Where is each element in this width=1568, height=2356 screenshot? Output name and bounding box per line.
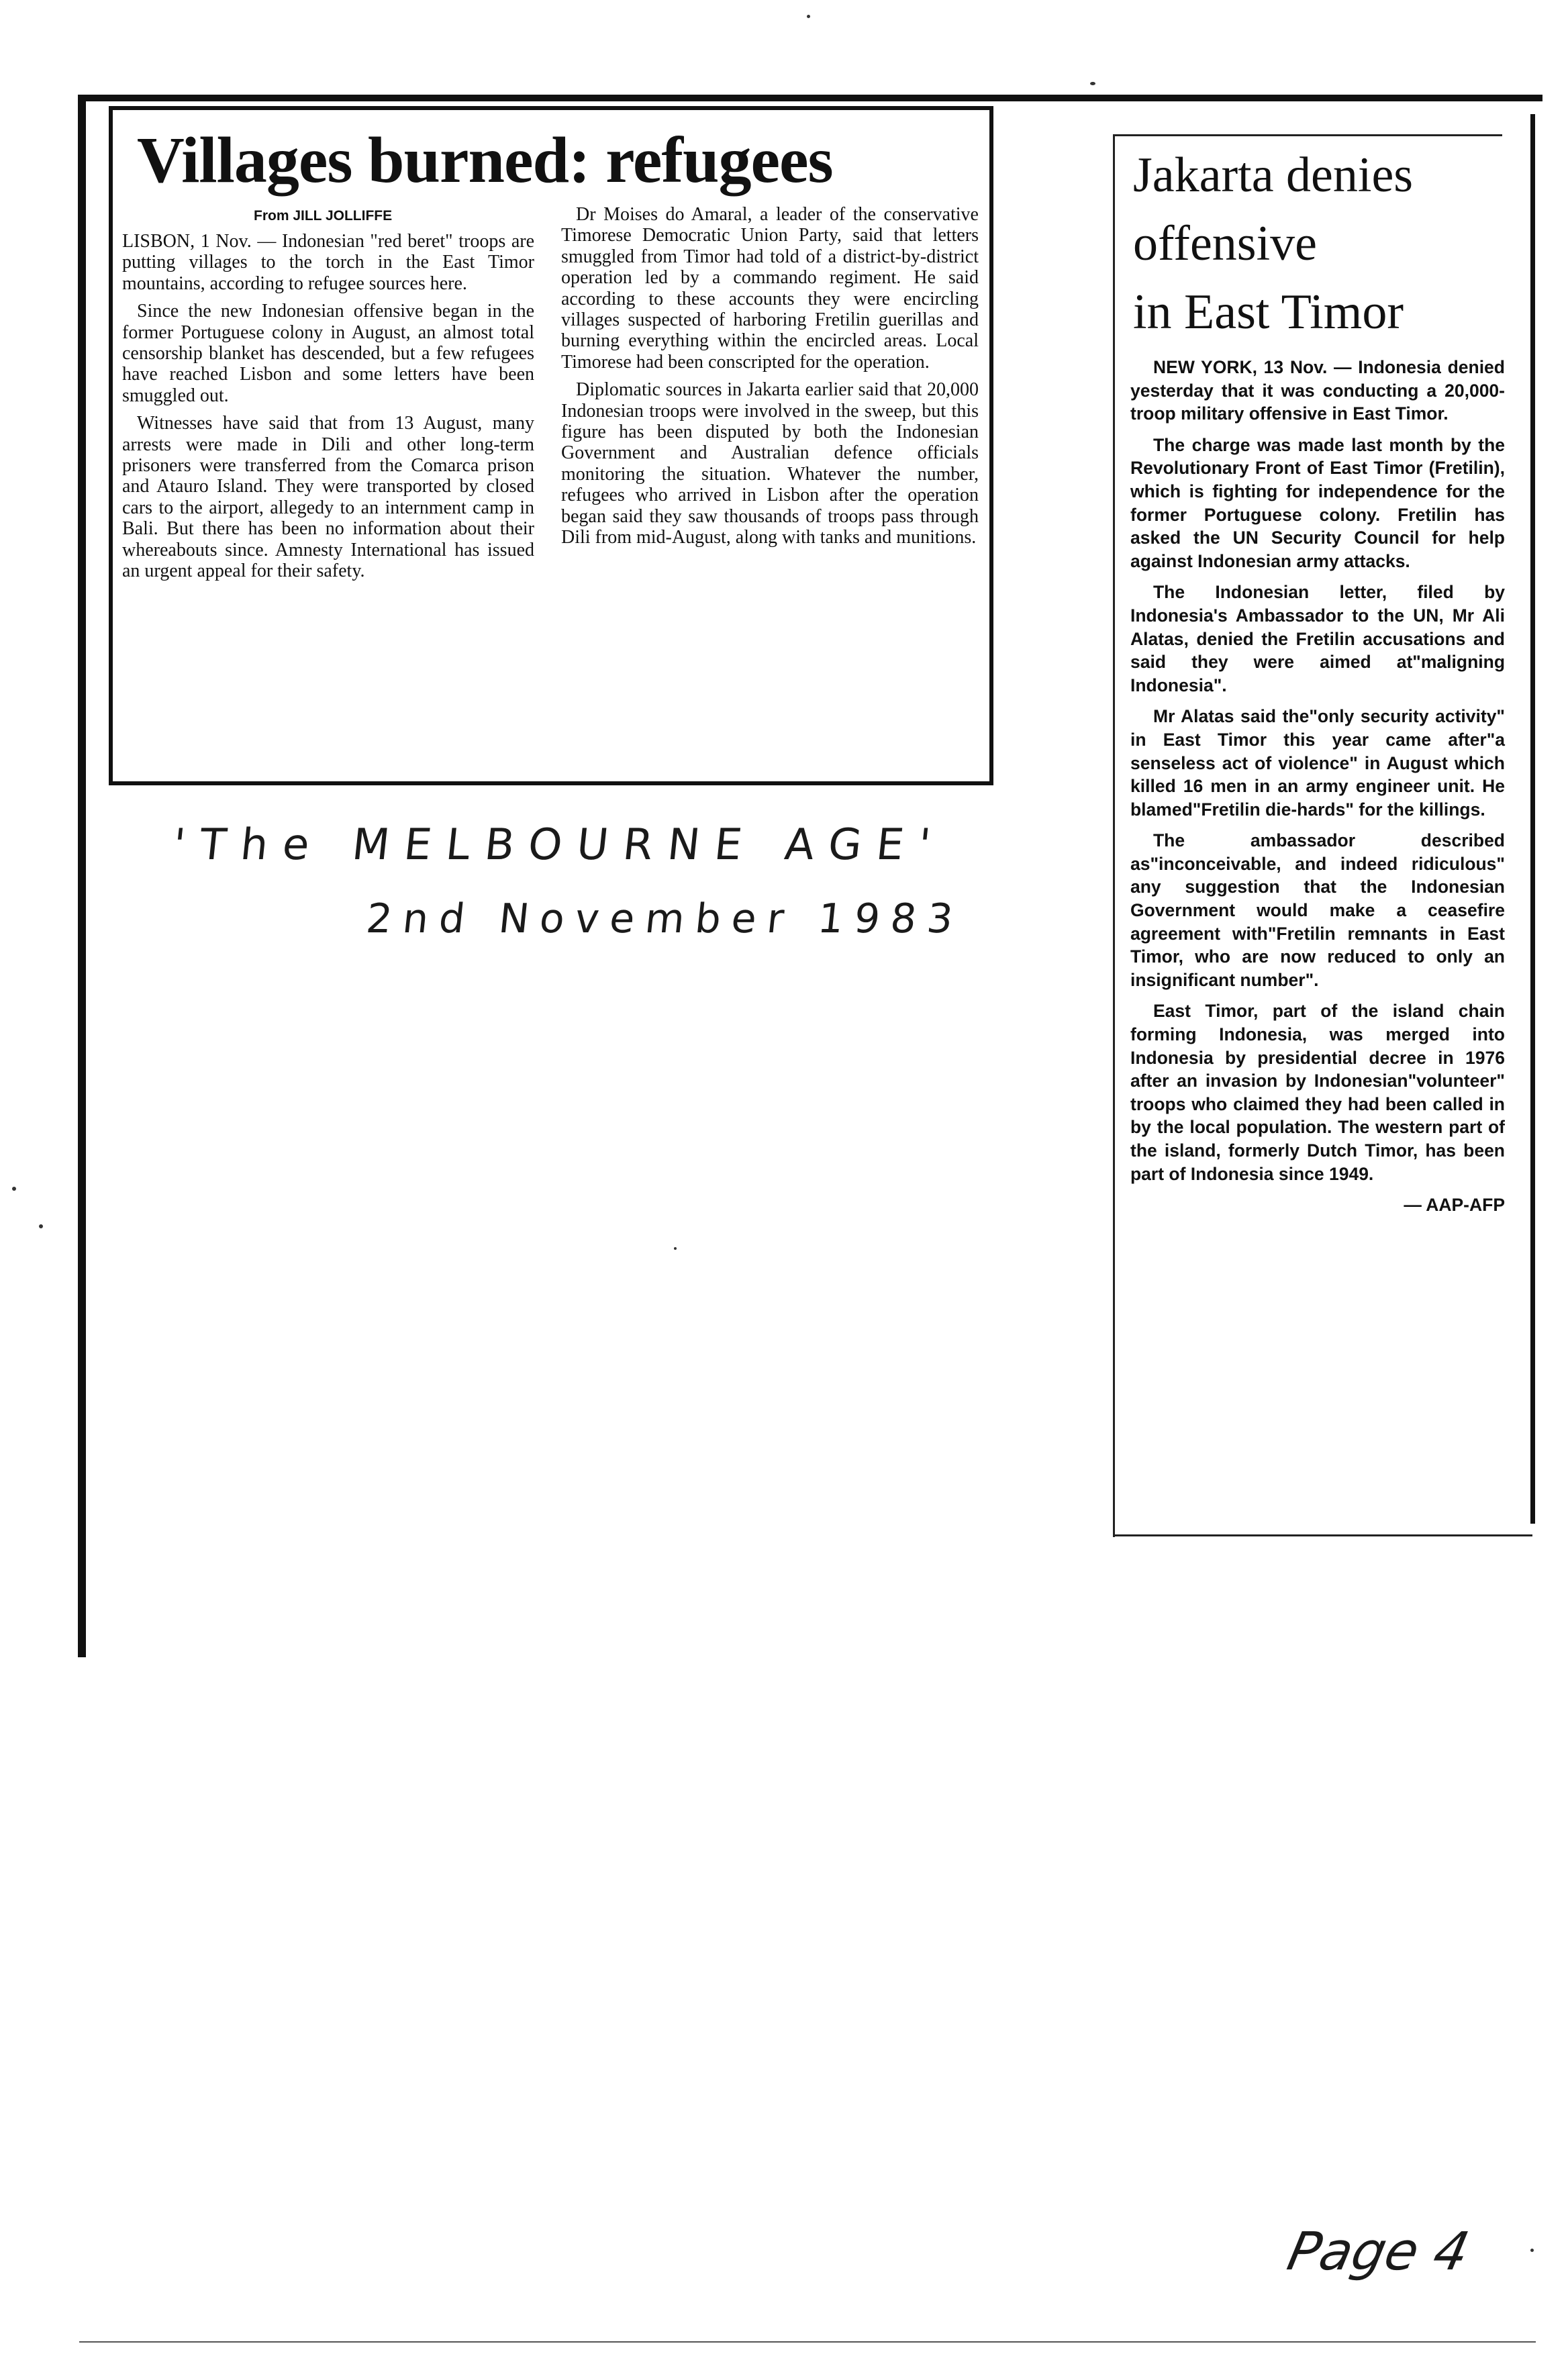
article-paragraph: LISBON, 1 Nov. — Indonesian "red beret" troops are putting villages to the torch in the East Timor mountains, according to refugee sources here. [122, 231, 534, 294]
scan-speck [807, 15, 810, 18]
right-border-rule [1530, 114, 1535, 1524]
scan-speck [1530, 2249, 1534, 2252]
article-paragraph: The Indonesian letter, filed by Indonesia's Ambassador to the UN, Mr Ali Alatas, denied the Fretilin accusations and said they were aimed at"maligning Indonesia". [1130, 582, 1505, 695]
left-article-column-1 [122, 231, 534, 589]
right-article-left-rule [1113, 134, 1115, 1537]
article-paragraph: The charge was made last month by the Revolutionary Front of East Timor (Fretilin), which is fighting for independence for the former Portuguese colony. Fretilin has asked the UN Security Council for help against Indonesian army attacks. [1130, 434, 1505, 571]
scan-speck [674, 1247, 677, 1250]
left-article-clipping [109, 106, 993, 785]
handwritten-source-note: 'The MELBOURNE AGE' [170, 820, 948, 870]
left-article-column-2 [561, 204, 979, 555]
article-paragraph: Dr Moises do Amaral, a leader of the conservative Timorese Democratic Union Party, said that letters smuggled from Timor had told of a district-by-district operation led by a commando regiment. He said according to these accounts they were encircling villages suspected of harboring Fretilin guerillas and burning everything within the encircled areas. Local Timorese had been conscripted for the operation. [561, 204, 979, 373]
left-article-byline: From JILL JOLLIFFE [254, 208, 393, 224]
article-paragraph: The ambassador described as"inconceivable, and indeed ridiculous" any suggestion that the Indonesian Government would make a ceasefire agreement with"Fretilin remnants in East Timor, who are now reduced to only an insignificant number". [1130, 830, 1505, 990]
article-paragraph: NEW YORK, 13 Nov. — Indonesia denied yesterday that it was conducting a 20,000-troop military offensive in East Timor. [1130, 357, 1505, 424]
article-paragraph: Witnesses have said that from 13 August, many arrests were made in Dili and other long-term prisoners were transferred from the Comarca prison and Atauro Island. They were transported by closed cars to the airport, allegedy to an internment camp in Bali. But there has been no information about their whereabouts since. Amnesty International has issued an urgent appeal for their safety. [122, 413, 534, 582]
article-paragraph: Since the new Indonesian offensive began in the former Portuguese colony in August, an almost total censorship blanket has descended, but a few refugees have reached Lisbon and some letters have been smuggled out. [122, 301, 534, 406]
article-paragraph: East Timor, part of the island chain forming Indonesia, was merged into Indonesia by presidential decree in 1976 after an invasion by Indonesian"volunteer" troops who claimed they had been called in by the local population. The western part of the island, formerly Dutch Timor, has been part of Indonesia since 1949. [1130, 1001, 1505, 1184]
headline-line: in East Timor [1133, 285, 1404, 340]
scan-speck [39, 1224, 43, 1228]
right-article-top-rule [1113, 134, 1502, 136]
left-article-headline: Villages burned: refugees [137, 124, 833, 197]
wire-credit: — AAP-AFP [1404, 1195, 1505, 1216]
article-paragraph: Mr Alatas said the"only security activity" in East Timor this year came after"a senseless act of violence" in August which killed 16 men in an army engineer unit. He blamed"Fretilin die-hards" for the killings. [1130, 706, 1505, 820]
right-article-headline [1133, 141, 1509, 346]
handwritten-page-number: Page 4 [1282, 2222, 1475, 2282]
right-article-body [1130, 356, 1505, 1225]
handwritten-date-note: 2nd November 1983 [364, 895, 966, 942]
left-border-rule [78, 95, 86, 1657]
top-border-rule [79, 95, 1542, 101]
bottom-border-rule [79, 2341, 1536, 2343]
scan-speck [1090, 82, 1095, 85]
scan-speck [12, 1187, 16, 1191]
headline-line: offensive [1133, 216, 1317, 271]
right-article-bottom-rule [1113, 1534, 1532, 1536]
headline-line: Jakarta denies [1133, 148, 1414, 203]
article-paragraph: Diplomatic sources in Jakarta earlier said that 20,000 Indonesian troops were involved in the sweep, but this figure has been disputed by both the Indonesian Government and Australian defence officials monitoring the situation. Whatever the number, refugees who arrived in Lisbon after the operation began said they saw thousands of troops pass through Dili from mid-August, along with tanks and munitions. [561, 379, 979, 548]
